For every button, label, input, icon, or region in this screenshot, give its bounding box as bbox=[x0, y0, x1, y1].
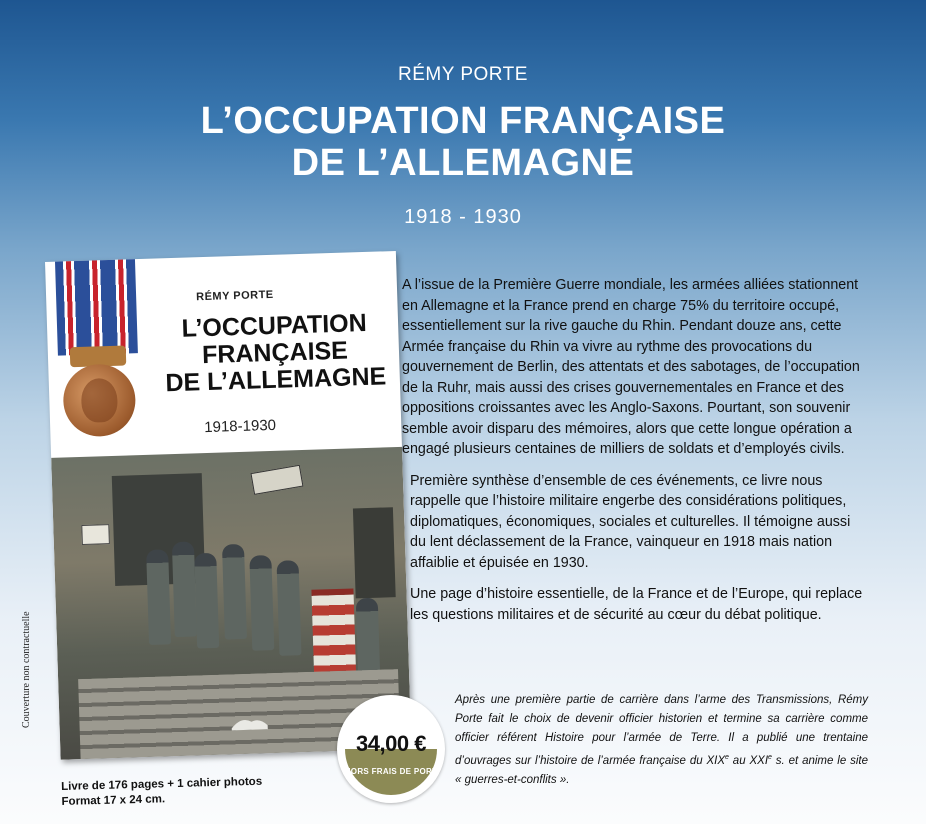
title-line-2: DE L’ALLEMAGNE bbox=[291, 142, 635, 184]
header-years: 1918 - 1930 bbox=[404, 206, 522, 228]
bio-text-start: Après une première partie de carrière dans l’arme des Transmissions, Rémy Porte fait le choix de devenir officier historien et termine sa carrière comme officier référent Histoire pour l’armée de Terre. Il a publié une trentaine d’ouvrages sur l’histoire de l’armée française du XIX bbox=[455, 694, 868, 767]
price-shipping-note: HORS FRAIS DE PORT bbox=[344, 767, 438, 776]
book-format bbox=[61, 775, 263, 810]
medal-ribbon bbox=[55, 253, 138, 355]
book-cover bbox=[45, 251, 411, 760]
photo-soldier bbox=[249, 555, 274, 651]
cover-title-line-3: DE L’ALLEMAGNE bbox=[165, 362, 387, 398]
photo-soldier bbox=[146, 549, 171, 645]
author-bio bbox=[455, 691, 868, 790]
price-badge bbox=[337, 695, 445, 803]
book-description bbox=[399, 275, 869, 636]
page-title bbox=[0, 100, 926, 184]
photo-soldier bbox=[172, 541, 197, 637]
photo-pc-sign bbox=[81, 524, 110, 545]
description-paragraph-3: Une page d’histoire essentielle, de la France et de l’Europe, qui replace les questions militaires et de sécurité au cœur du débat politique. bbox=[410, 586, 863, 623]
bio-text-middle: au XXI bbox=[728, 754, 769, 767]
photo-soldier bbox=[277, 560, 302, 656]
cover-title-line-1: L’OCCUPATION bbox=[181, 308, 368, 343]
cover-disclaimer: Couverture non contractuelle bbox=[21, 611, 32, 728]
medal-face bbox=[81, 378, 118, 423]
photo-street-sign bbox=[250, 465, 303, 495]
bio-sup-1: e bbox=[725, 754, 729, 761]
cover-author: RÉMY PORTE bbox=[195, 288, 274, 304]
title-line-1: L’OCCUPATION FRANÇAISE bbox=[200, 100, 726, 142]
cover-title-line-2: FRANÇAISE bbox=[201, 336, 349, 370]
cover-title bbox=[155, 309, 395, 397]
cover-years: 1918-1930 bbox=[204, 416, 277, 437]
photo-window bbox=[353, 507, 396, 598]
format-line-1: Livre de 176 pages + 1 cahier photos bbox=[61, 775, 263, 793]
bio-text-end: s. et anime le site « guerres-et-conflits ». bbox=[455, 754, 868, 786]
header-author: RÉMY PORTE bbox=[398, 64, 528, 85]
bio-sup-2: e bbox=[768, 754, 772, 761]
description-paragraph-1: A l’issue de la Première Guerre mondiale, les armées alliées stationnent en Allemagne et la France prend en charge 75% du territoire occupé, essentiellement sur la rive gauche du Rhin. Pendant douze ans, cette Armée française du Rhin va vivre au rythme des provocations du gouvernement de Berlin, des attentats et des sabotages, de l’occupation de la Ruhr, mais aussi des crises gouvernementales en France et des oppositions croissantes avec les Anglo-Saxons. Pourtant, son souvenir semble avoir disparu des mémoires, alors que cette longue opération a engagé plusieurs centaines de milliers de soldats et d’employés civils. bbox=[402, 277, 860, 457]
publisher-logo-icon bbox=[229, 713, 270, 732]
photo-soldier bbox=[222, 544, 247, 640]
photo-soldier bbox=[194, 553, 219, 649]
format-line-2: Format 17 x 24 cm. bbox=[61, 793, 166, 808]
price-value: 34,00 € bbox=[356, 731, 426, 756]
description-paragraph-2: Première synthèse d’ensemble de ces événements, ce livre nous rappelle que l’histoire militaire engerbe des considérations politiques, diplomatiques, économiques, sociales et culturelles. Il témoigne aussi du lent déclassement de la France, vainqueur en 1918 mais nation affaiblie et épuisée en 1930. bbox=[410, 472, 851, 571]
